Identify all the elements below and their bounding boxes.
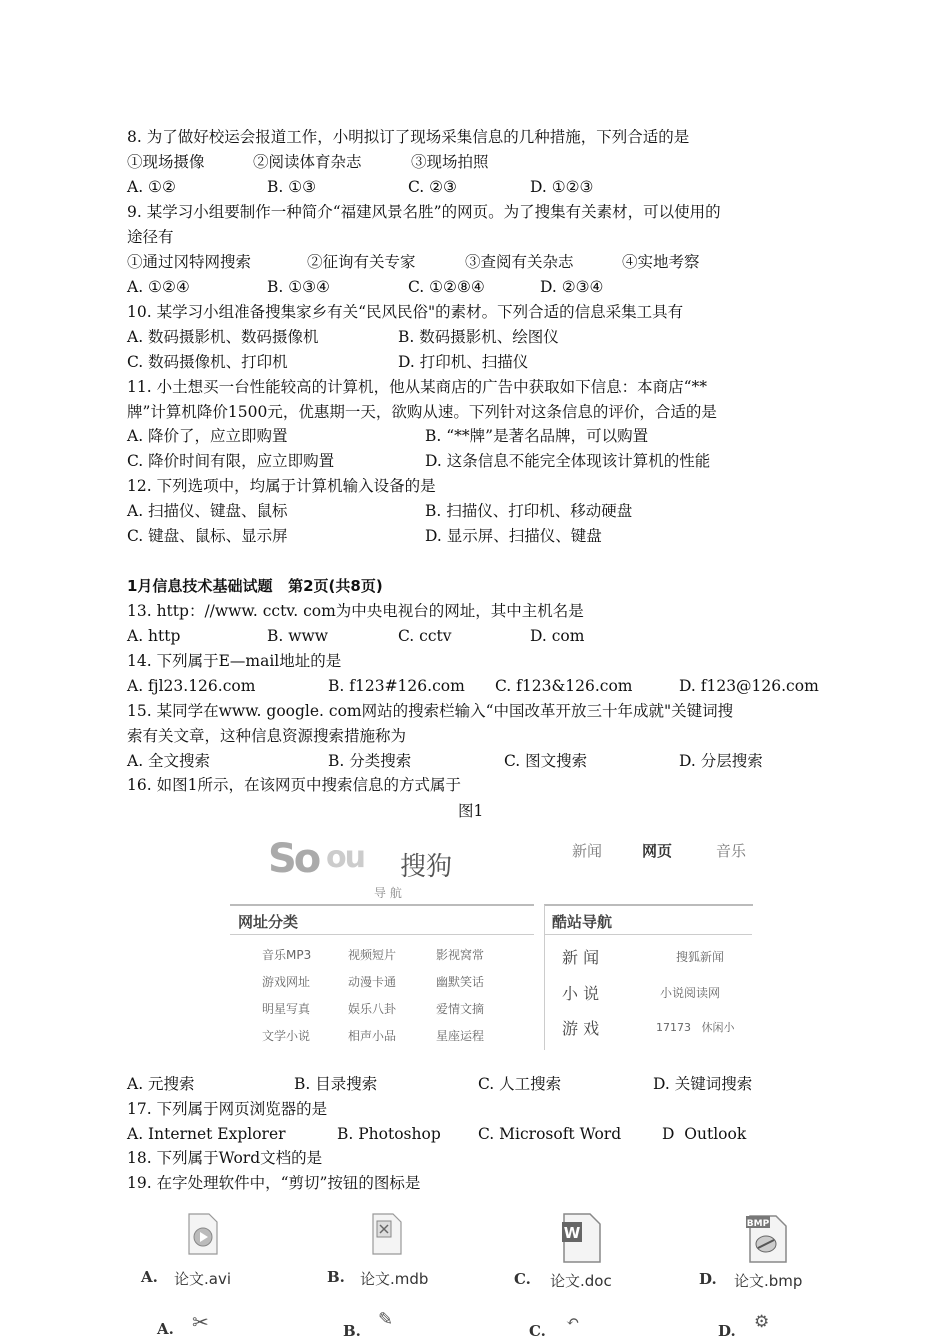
divider bbox=[230, 934, 534, 935]
q12-stem: 12. 下列选项中，均属于计算机输入设备的是 bbox=[127, 477, 436, 495]
q18-letter-b: B. bbox=[327, 1268, 345, 1286]
printer-icon: ⚙ bbox=[754, 1312, 770, 1332]
q13-option-a: A. http bbox=[127, 627, 181, 645]
q18-letter-d: D. bbox=[699, 1270, 717, 1288]
link-movies[interactable]: 影视窝常 bbox=[436, 948, 485, 962]
tab-music[interactable]: 音乐 bbox=[716, 842, 747, 860]
q15-option-d: D. 分层搜索 bbox=[679, 752, 763, 770]
link-music-mp3[interactable]: 音乐MP3 bbox=[262, 948, 312, 962]
link-17173[interactable]: 17173 休闲小 bbox=[656, 1021, 735, 1034]
sogou-figure bbox=[230, 828, 755, 1050]
link-gossip[interactable]: 娱乐八卦 bbox=[348, 1002, 397, 1016]
q11-option-a: A. 降价了，应立即购置 bbox=[127, 427, 288, 445]
q17-option-a: A. Internet Explorer bbox=[127, 1125, 286, 1143]
q15-option-b: B. 分类搜索 bbox=[328, 752, 412, 770]
q9-item-3: ③查阅有关杂志 bbox=[465, 253, 574, 271]
q19-letter-d: D. bbox=[718, 1322, 736, 1340]
q17-option-d: D Outlook bbox=[662, 1125, 747, 1143]
q9-item-1: ①通过冈特网搜索 bbox=[127, 253, 252, 271]
avi-file-icon bbox=[186, 1212, 220, 1260]
sogou-logo-sub: 导 航 bbox=[374, 886, 402, 900]
link-video-clips[interactable]: 视频短片 bbox=[348, 948, 397, 962]
category-panel-title: 网址分类 bbox=[238, 913, 299, 931]
svg-text:BMP: BMP bbox=[746, 1219, 770, 1229]
link-jokes[interactable]: 幽默笑话 bbox=[436, 975, 485, 989]
q9-item-4: ④实地考察 bbox=[622, 253, 700, 271]
q15-option-c: C. 图文搜索 bbox=[504, 752, 588, 770]
sogou-logo-latin2: ou bbox=[326, 840, 364, 875]
q13-option-c: C. cctv bbox=[398, 627, 452, 645]
cool-cat-novel: 小 说 bbox=[562, 984, 600, 1003]
q9-stem-line2: 途径有 bbox=[127, 228, 174, 246]
link-sohu-news[interactable]: 搜狐新闻 bbox=[676, 950, 725, 964]
q14-option-d: D. f123@126.com bbox=[679, 677, 819, 695]
mdb-file-icon bbox=[370, 1212, 404, 1260]
q18-letter-a: A. bbox=[141, 1268, 158, 1286]
link-games[interactable]: 游戏网址 bbox=[262, 975, 311, 989]
q8-option-a: A. ①② bbox=[127, 178, 176, 196]
q15-option-a: A. 全文搜索 bbox=[127, 752, 211, 770]
divider bbox=[544, 934, 752, 935]
q18-file-d: 论文.bmp bbox=[734, 1272, 803, 1290]
q12-option-b: B. 扫描仪、打印机、移动硬盘 bbox=[425, 502, 633, 520]
q16-option-a: A. 元搜索 bbox=[127, 1075, 195, 1093]
q9-stem-line1: 9. 某学习小组要制作一种简介“福建风景名胜”的网页。为了搜集有关素材，可以使用的 bbox=[127, 203, 721, 221]
q16-option-b: B. 目录搜索 bbox=[294, 1075, 378, 1093]
bmp-file-icon bbox=[744, 1212, 790, 1268]
q17-option-b: B. Photoshop bbox=[337, 1125, 441, 1143]
figure-caption: 图1 bbox=[458, 802, 484, 820]
undo-icon: ↶ bbox=[566, 1312, 580, 1331]
q18-letter-c: C. bbox=[514, 1270, 531, 1288]
q19-letter-b: B. bbox=[343, 1322, 361, 1340]
cool-sites-title: 酷站导航 bbox=[552, 913, 613, 931]
link-novels[interactable]: 文学小说 bbox=[262, 1029, 311, 1043]
q17-stem: 17. 下列属于网页浏览器的是 bbox=[127, 1100, 328, 1118]
q11-stem-line2: 牌”计算机降价1500元，优惠期一天，欲购从速。下列针对这条信息的评价，合适的是 bbox=[127, 403, 717, 421]
link-comedy[interactable]: 相声小品 bbox=[348, 1029, 397, 1043]
q12-option-c: C. 键盘、鼠标、显示屏 bbox=[127, 527, 288, 545]
q8-option-d: D. ①②③ bbox=[530, 178, 594, 196]
q8-item-1: ①现场摄像 bbox=[127, 153, 205, 171]
tab-web[interactable]: 网页 bbox=[642, 842, 673, 860]
doc-file-icon bbox=[558, 1212, 604, 1268]
q19-letter-c: C. bbox=[529, 1322, 546, 1340]
q19-letter-a: A. bbox=[157, 1320, 174, 1338]
q8-item-3: ③现场拍照 bbox=[411, 153, 489, 171]
q8-item-2: ②阅读体育杂志 bbox=[253, 153, 362, 171]
q10-option-a: A. 数码摄影机、数码摄像机 bbox=[127, 328, 319, 346]
tab-news[interactable]: 新闻 bbox=[572, 842, 603, 860]
svg-text:W: W bbox=[563, 1224, 581, 1242]
link-stars[interactable]: 明星写真 bbox=[262, 1002, 311, 1016]
q18-file-c: 论文.doc bbox=[550, 1272, 612, 1290]
q16-stem: 16. 如图1所示，在该网页中搜索信息的方式属于 bbox=[127, 776, 461, 794]
q16-option-c: C. 人工搜索 bbox=[478, 1075, 562, 1093]
q8-option-c: C. ②③ bbox=[408, 178, 457, 196]
link-novel-site[interactable]: 小说阅读网 bbox=[660, 986, 721, 1000]
q11-stem-line1: 11. 小土想买一台性能较高的计算机，他从某商店的广告中获取如下信息：本商店“** bbox=[127, 378, 708, 396]
q15-stem-line1: 15. 某同学在www. google. com网站的搜索栏输入“中国改革开放三十年成就"关键词搜 bbox=[127, 702, 734, 720]
q9-item-2: ②征询有关专家 bbox=[307, 253, 416, 271]
q10-option-c: C. 数码摄像机、打印机 bbox=[127, 353, 288, 371]
link-love[interactable]: 爱情文摘 bbox=[436, 1002, 485, 1016]
link-anime[interactable]: 动漫卡通 bbox=[348, 975, 397, 989]
q13-option-b: B. www bbox=[267, 627, 329, 645]
q13-option-d: D. com bbox=[530, 627, 585, 645]
format-painter-icon: ✎ bbox=[378, 1309, 394, 1330]
q15-stem-line2: 索有关文章，这种信息资源搜索措施称为 bbox=[127, 727, 407, 745]
q17-option-c: C. Microsoft Word bbox=[478, 1125, 622, 1143]
q14-option-b: B. f123#126.com bbox=[328, 677, 465, 695]
q8-option-b: B. ①③ bbox=[267, 178, 317, 196]
q11-option-b: B. “**牌”是著名品牌，可以购置 bbox=[425, 427, 649, 445]
q18-file-a: 论文.avi bbox=[174, 1270, 232, 1288]
sogou-logo-cn: 搜狗 bbox=[400, 852, 453, 882]
q18-file-b: 论文.mdb bbox=[360, 1270, 429, 1288]
q11-option-c: C. 降价时间有限，应立即购置 bbox=[127, 452, 335, 470]
q9-option-b: B. ①③④ bbox=[267, 278, 330, 296]
q12-option-a: A. 扫描仪、键盘、鼠标 bbox=[127, 502, 288, 520]
q14-stem: 14. 下列属于E—mail地址的是 bbox=[127, 652, 342, 670]
q19-stem: 19. 在字处理软件中，“剪切”按钮的图标是 bbox=[127, 1174, 421, 1192]
link-horoscope[interactable]: 星座运程 bbox=[436, 1029, 485, 1043]
q10-stem: 10. 某学习小组准备搜集家乡有关“民风民俗"的素材。下列合适的信息采集工具有 bbox=[127, 303, 684, 321]
q9-option-a: A. ①②④ bbox=[127, 278, 190, 296]
q10-option-b: B. 数码摄影机、绘图仪 bbox=[398, 328, 559, 346]
q9-option-d: D. ②③④ bbox=[540, 278, 604, 296]
q10-option-d: D. 打印机、扫描仪 bbox=[398, 353, 529, 371]
q16-option-d: D. 关键词搜索 bbox=[653, 1075, 753, 1093]
q14-option-c: C. f123&126.com bbox=[495, 677, 633, 695]
q9-option-c: C. ①②⑧④ bbox=[408, 278, 485, 296]
q18-stem: 18. 下列属于Word文档的是 bbox=[127, 1149, 323, 1167]
q11-option-d: D. 这条信息不能完全体现该计算机的性能 bbox=[425, 452, 711, 470]
sogou-logo-latin: So bbox=[268, 836, 319, 882]
q8-stem: 8. 为了做好校运会报道工作，小明拟订了现场采集信息的几种措施，下列合适的是 bbox=[127, 128, 690, 146]
scissors-icon: ✂ bbox=[192, 1310, 209, 1334]
q13-stem: 13. http：//www. cctv. com为中央电视台的网址，其中主机名是 bbox=[127, 602, 584, 620]
q14-option-a: A. fjl23.126.com bbox=[127, 677, 256, 695]
cool-cat-news: 新 闻 bbox=[562, 948, 600, 967]
page-header: 1月信息技术基础试题 第2页(共8页) bbox=[127, 577, 383, 595]
q12-option-d: D. 显示屏、扫描仪、键盘 bbox=[425, 527, 602, 545]
cool-cat-games: 游 戏 bbox=[562, 1019, 600, 1038]
